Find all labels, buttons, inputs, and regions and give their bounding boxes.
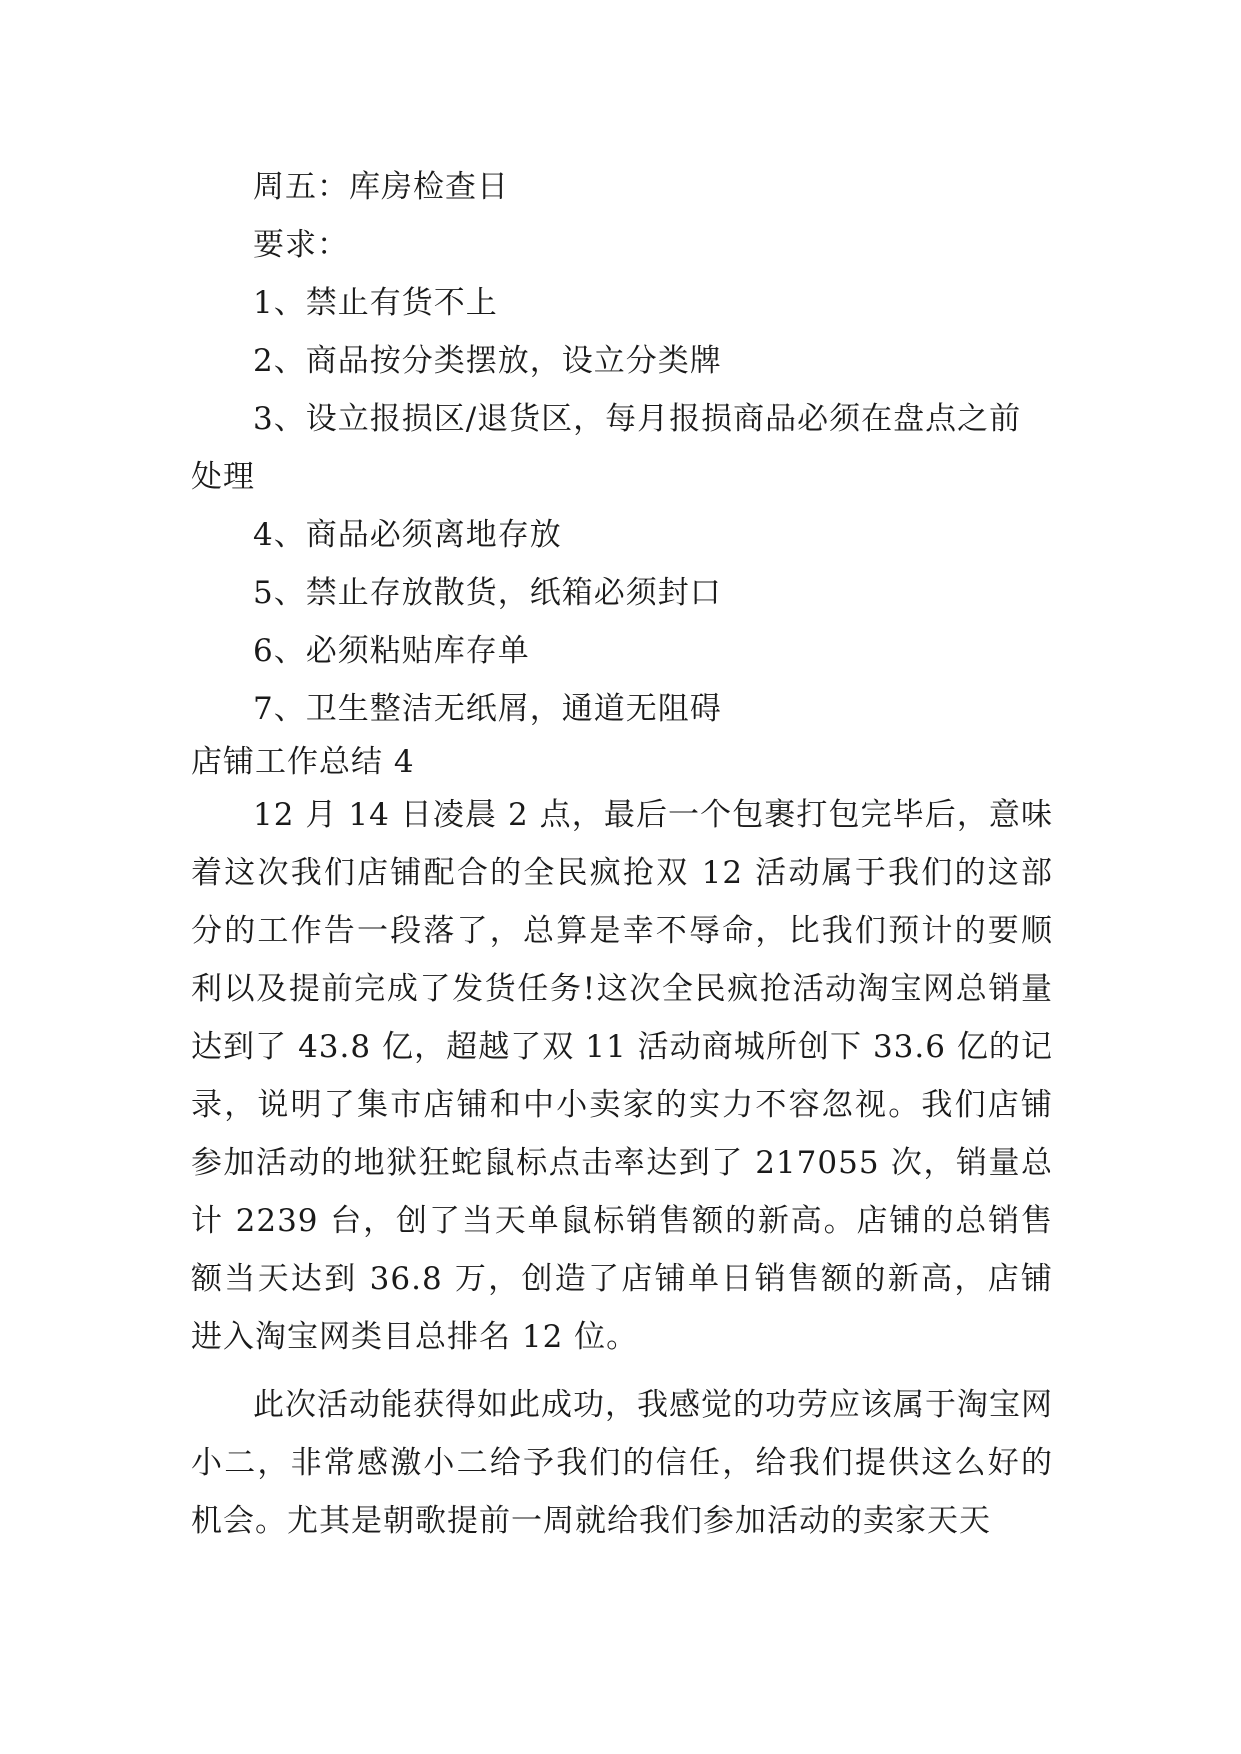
requirement-item-4: 4、商品必须离地存放 <box>253 517 562 553</box>
document-body <box>191 158 1053 1550</box>
summary-paragraph-1: 12 月 14 日凌晨 2 点，最后一个包裹打包完毕后，意味着这次我们店铺配合的全民疯抢双 12 活动属于我们的这部分的工作告一段落了，总算是幸不辱命，比我们预计的要顺利以及提前完成了发货任务!这次全民疯抢活动淘宝网总销量达到了 43.8 亿，超越了双 11 活动商城所创下 33.6 亿的记录，说明了集市店铺和中小卖家的实力不容忽视。我们店铺参加活动的地狱狂蛇鼠标点击率达到了 217055 次，销量总计 2239 台，创了当天单鼠标销售额的新高。店铺的总销售额当天达到 36.8 万，创造了店铺单日销售额的新高，店铺进入淘宝网类目总排名 12 位。 <box>191 797 1053 1355</box>
section-title: 店铺工作总结 4 <box>191 744 415 780</box>
requirement-item-3-line1: 3、设立报损区/退货区，每月报损商品必须在盘点之前 <box>253 401 1022 437</box>
requirement-item-3-line2: 处理 <box>191 459 255 495</box>
schedule-friday: 周五：库房检查日 <box>253 169 509 205</box>
requirement-item-5: 5、禁止存放散货，纸箱必须封口 <box>253 575 722 611</box>
requirement-item-2: 2、商品按分类摆放，设立分类牌 <box>253 343 722 379</box>
summary-paragraph-2: 此次活动能获得如此成功，我感觉的功劳应该属于淘宝网小二，非常感激小二给予我们的信任，给我们提供这么好的机会。尤其是朝歌提前一周就给我们参加活动的卖家天天 <box>191 1387 1053 1539</box>
requirement-item-6: 6、必须粘贴库存单 <box>253 633 530 669</box>
requirement-item-1: 1、禁止有货不上 <box>253 285 498 321</box>
paragraph-spacer <box>191 1366 1053 1376</box>
requirement-item-7: 7、卫生整洁无纸屑，通道无阻碍 <box>253 691 722 727</box>
requirements-label: 要求： <box>253 227 349 263</box>
